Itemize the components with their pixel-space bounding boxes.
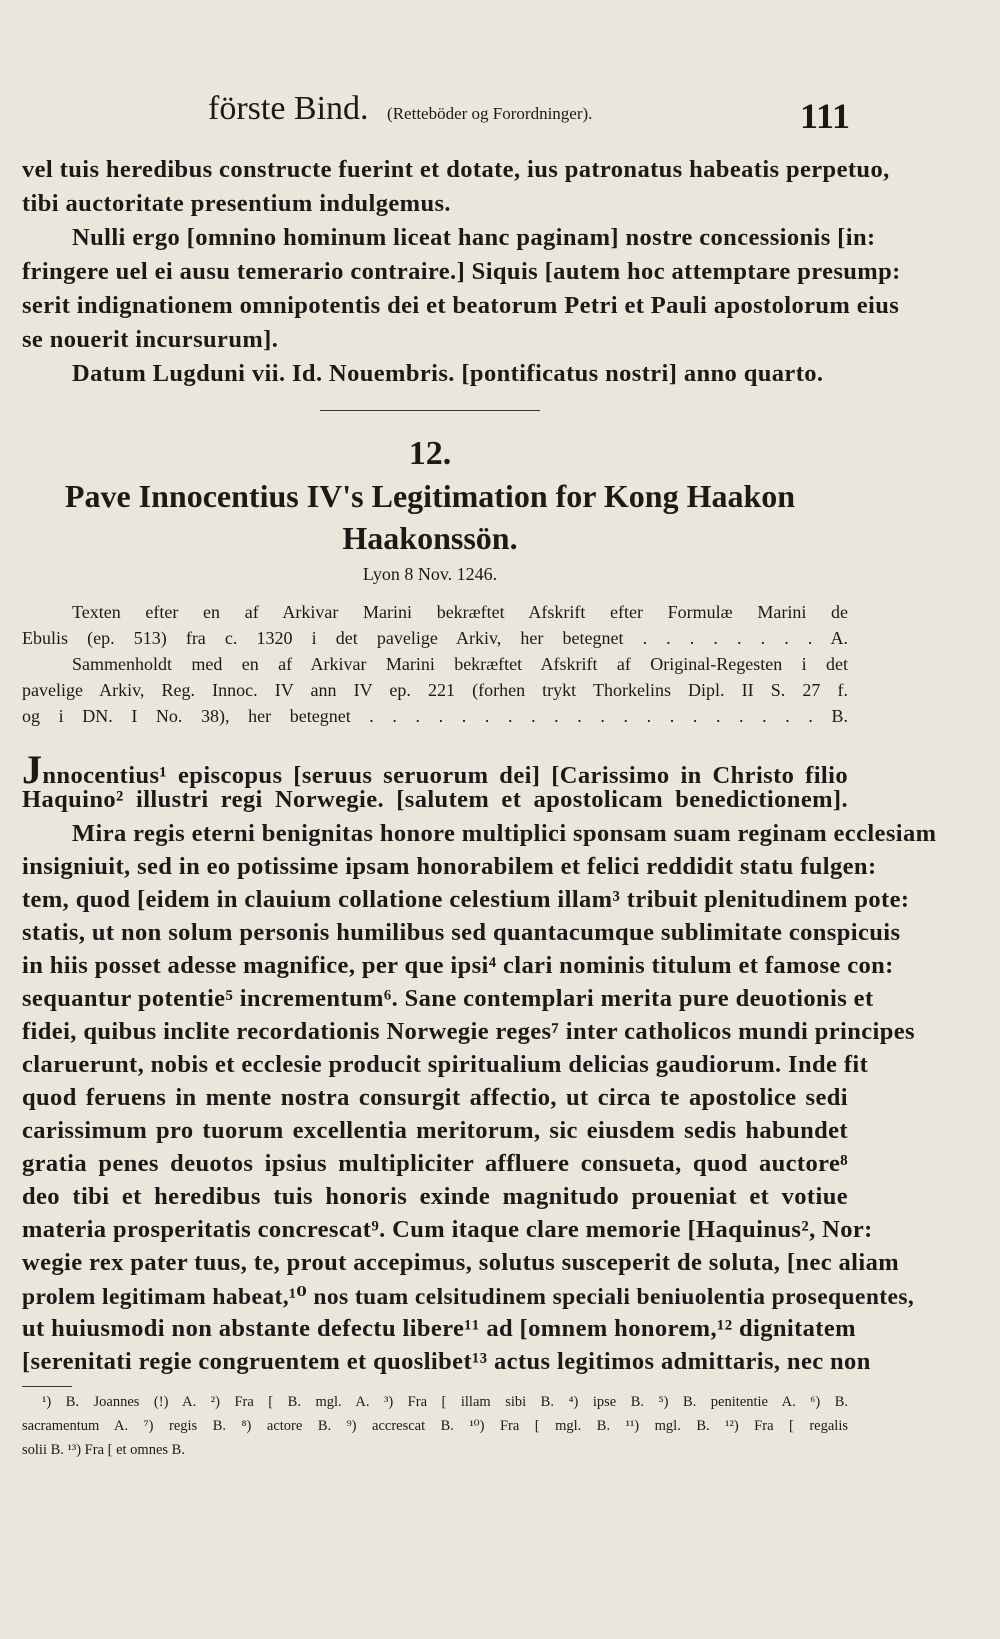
text-line: serit indignationem omnipotentis dei et beatorum Petri et Pauli apostolorum eius <box>22 292 900 319</box>
text-line: fidei, quibus inclite recordationis Norwegie reges⁷ inter catholicos mundi principes <box>22 1018 915 1045</box>
text-line: Mira regis eterni benignitas honore multiplici sponsam suam reginam ecclesiam <box>72 820 937 847</box>
text-line: insigniuit, sed in eo potissime ipsam honorabilem et felici reddidit statu fulgen: <box>22 853 877 880</box>
section-title-line-2: Haakonssön. <box>342 520 518 556</box>
section-divider <box>320 410 540 411</box>
text-line: tem, quod [eidem in clauium collatione celestium illam³ tribuit plenitudinem pote: <box>22 886 910 913</box>
source-note-line: og i DN. I No. 38), her betegnet . . . . . . . . . . . . . . . . . . . . B. <box>22 706 848 726</box>
footnote-divider <box>22 1386 72 1387</box>
source-note-line: Sammenholdt med en af Arkivar Marini bekræftet Afskrift af Original-Regesten i det <box>72 654 848 674</box>
text-line: quod feruens in mente nostra consurgit affectio, ut circa te apostolice sedi <box>22 1084 848 1111</box>
section-number: 12. <box>408 435 452 472</box>
text-line: fringere uel ei ausu temerario contraire.] Siquis [autem hoc attemptare presump: <box>22 258 901 285</box>
page-number: 111 <box>800 96 851 136</box>
running-title <box>208 90 592 128</box>
text-line: vel tuis heredibus constructe fuerint et dotate, ius patronatus habeatis perpetuo, <box>22 156 890 183</box>
header-title: förste Bind. <box>208 90 369 127</box>
drop-cap: J <box>22 747 43 792</box>
text-line: prolem legitimam habeat,¹⁰ nos tuam celsitudinem speciali beniuolentia prosequentes, <box>22 1284 915 1310</box>
text-line: in hiis posset adesse magnifice, per que ipsi⁴ clari nominis titulum et famose con: <box>22 952 894 979</box>
text-line: nnocentius¹ episcopus [seruus seruorum dei] [Carissimo in Christo filio <box>42 762 848 789</box>
text-line: Datum Lugduni vii. Id. Nouembris. [pontificatus nostri] anno quarto. <box>72 360 824 387</box>
text-line: gratia penes deuotos ipsius multipliciter affluere consueta, quod auctore⁸ <box>22 1150 848 1177</box>
text-line: wegie rex pater tuus, te, prout accepimus, solutus susceperit de soluta, [nec aliam <box>22 1249 900 1276</box>
source-note-line: Ebulis (ep. 513) fra c. 1320 i det pavelige Arkiv, her betegnet . . . . . . . . A. <box>22 628 848 648</box>
text-line: materia prosperitatis concrescat⁹. Cum itaque clare memorie [Haquinus², Nor: <box>22 1216 873 1243</box>
text-line: deo tibi et heredibus tuis honoris exinde magnitudo proueniat et votiue <box>22 1183 848 1210</box>
section-dateline: Lyon 8 Nov. 1246. <box>362 564 498 584</box>
header-subtitle: (Retteböder og Forordninger). <box>387 104 593 123</box>
text-line: tibi auctoritate presentium indulgemus. <box>22 190 451 217</box>
text-line: ut huiusmodi non abstante defectu libere¹¹ ad [omnem honorem,¹² dignitatem <box>22 1315 856 1342</box>
text-line: claruerunt, nobis et ecclesie producit spiritualium delicias gaudiorum. Inde fit <box>22 1051 869 1078</box>
text-line: statis, ut non solum personis humilibus sed quantacumque sublimitate conspicuis <box>22 919 901 946</box>
footnote-line: sacramentum A. ⁷) regis B. ⁸) actore B. ⁹) accrescat B. ¹⁰) Fra [ mgl. B. ¹¹) mgl. B. ¹²) Fra [ regalis <box>22 1418 848 1434</box>
source-note-line: Texten efter en af Arkivar Marini bekræftet Afskrift efter Formulæ Marini de <box>72 602 848 622</box>
footnote-line: ¹) B. Joannes (!) A. ²) Fra [ B. mgl. A. ³) Fra [ illam sibi B. ⁴) ipse B. ⁵) B. penitentie A. ⁶) B. <box>42 1394 848 1410</box>
footnote-line: solii B. ¹³) Fra [ et omnes B. <box>22 1442 185 1458</box>
text-line: se nouerit incursurum]. <box>22 326 279 353</box>
source-note-line: pavelige Arkiv, Reg. Innoc. IV ann IV ep. 221 (forhen trykt Thorkelins Dipl. II S. 27 f. <box>22 680 848 700</box>
text-line: Nulli ergo [omnino hominum liceat hanc paginam] nostre concessionis [in: <box>72 224 876 251</box>
text-line: [serenitati regie congruentem et quoslibet¹³ actus legitimos admittaris, nec non <box>22 1348 871 1375</box>
text-line: Haquino² illustri regi Norwegie. [salutem et apostolicam benedictionem]. <box>22 786 848 813</box>
section-title-line-1: Pave Innocentius IV's Legitimation for Kong Haakon <box>64 478 796 514</box>
text-line: sequantur potentie⁵ incrementum⁶. Sane contemplari merita pure deuotionis et <box>22 985 874 1012</box>
text-line: carissimum pro tuorum excellentia meritorum, sic eiusdem sedis habundet <box>22 1117 848 1144</box>
